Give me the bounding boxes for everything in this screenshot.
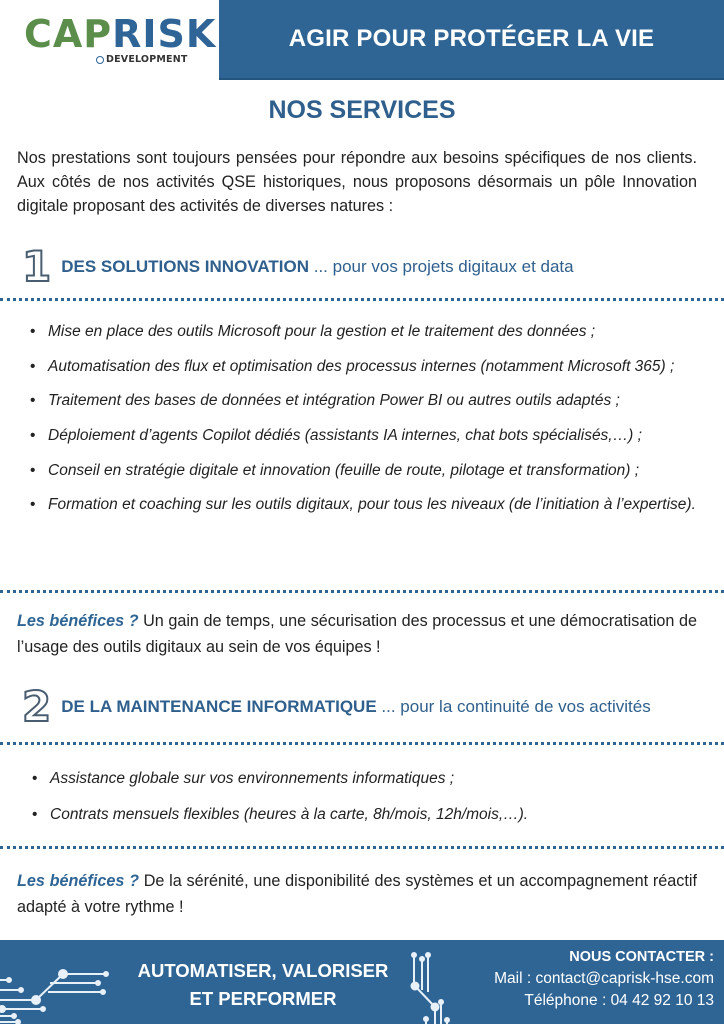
section-2-title-strong: DE LA MAINTENANCE INFORMATIQUE [61,697,377,716]
contact-email[interactable]: Mail : contact@caprisk-hse.com [494,970,714,987]
logo-risk: RISK [112,12,217,56]
logo-wordmark [24,12,217,56]
page-title: NOS SERVICES [268,96,456,124]
list-item: • Contrats mensuels flexibles (heures à la carte, 8h/mois, 12h/mois,…). [30,806,704,824]
divider [0,590,724,593]
list-item: • Automatisation des flux et optimisation des processus internes (notamment Microsoft 365) ; [28,358,702,376]
footer-slogan [118,957,408,1013]
slogan-line-1: AUTOMATISER, VALORISER [137,960,389,981]
circuit-left-icon [0,940,110,1024]
section-2-title-rest: ... pour la continuité de vos activités [376,697,651,716]
logo-subtitle [96,54,188,65]
divider [0,846,724,849]
intro-paragraph: Nos prestations sont toujours pensées pour répondre aux besoins spécifiques de nos clients. Aux côtés de nos activités QSE historiques, nous proposons désormais un pôle Innovation digitale proposant des activités de diverses natures : [17,149,697,215]
section-2-heading [22,682,651,731]
section-number-1-icon: 1 [22,242,52,291]
list-item: • Mise en place des outils Microsoft pour la gestion et le traitement des données ; [28,323,702,341]
divider [0,742,724,745]
header-tagline: AGIR POUR PROTÉGER LA VIE [288,25,655,52]
refresh-icon [96,56,104,64]
circuit-right-icon [405,940,465,1024]
contact-phone[interactable]: Téléphone : 04 42 92 10 13 [524,992,714,1009]
footer [0,940,724,1024]
section-number-2-icon: 2 [22,682,52,731]
section-2-list [30,770,704,824]
contact-title: NOUS CONTACTER : [569,949,714,965]
list-item: • Traitement des bases de données et intégration Power BI ou autres outils adaptés ; [28,392,702,410]
benefits-label: Les bénéfices ? [17,872,139,890]
section-1-title-strong: DES SOLUTIONS INNOVATION [61,257,310,276]
logo-subtitle-text: DEVELOPMENT [106,54,188,65]
section-1-benefits [17,608,697,660]
section-2-benefits [17,868,697,920]
header-banner [219,0,724,80]
section-1-list [28,323,702,514]
logo-cap: CAP [24,12,113,56]
benefits-text: De la sérénité, une disponibilité des systèmes et un accompagnement réactif adapté à votre rythme ! [17,872,697,916]
company-logo [24,12,217,70]
list-item: • Formation et coaching sur les outils digitaux, pour tous les niveaux (de l’initiation à l’expertise). [28,496,702,514]
contact-block [494,946,714,1012]
section-1-heading [22,242,574,291]
divider [0,298,724,301]
list-item: • Assistance globale sur vos environnements informatiques ; [30,770,704,788]
slogan-line-2: ET PERFORMER [189,988,337,1009]
section-1-title-rest: ... pour vos projets digitaux et data [309,257,574,276]
list-item: • Conseil en stratégie digitale et innovation (feuille de route, pilotage et transformation) ; [28,462,702,480]
section-2-title [61,697,650,717]
list-item: • Déploiement d’agents Copilot dédiés (assistants IA internes, chat bots spécialisés,…) ; [28,427,702,445]
benefits-text: Un gain de temps, une sécurisation des processus et une démocratisation de l’usage des outils digitaux au sein de vos équipes ! [17,612,697,656]
section-1-title [61,257,573,277]
benefits-label: Les bénéfices ? [17,612,139,630]
